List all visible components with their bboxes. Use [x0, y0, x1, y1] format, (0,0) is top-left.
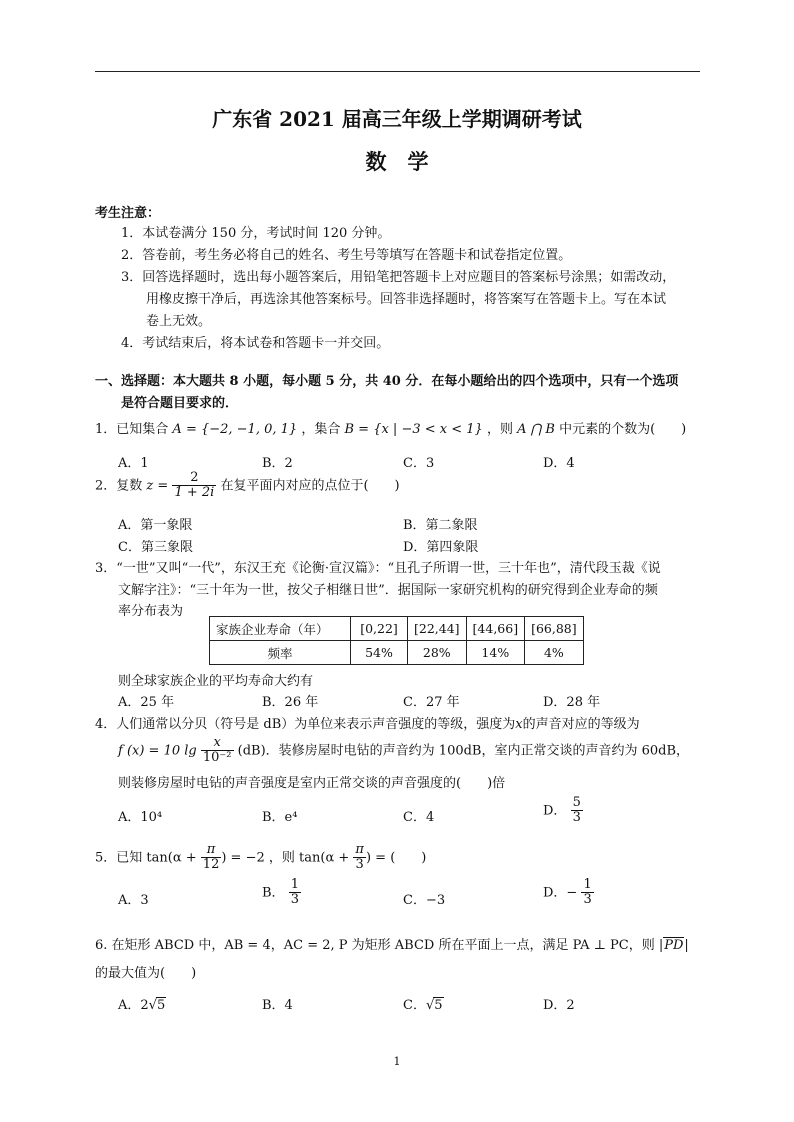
q2-numerator: 2 [172, 471, 216, 486]
question-6-line [95, 934, 689, 953]
notice-item: 3．回答选择题时，选出每小题答案后，用铅笔把答题卡上对应题目的答案标号涂黑；如需改动， [121, 270, 676, 285]
q2-tail: 在复平面内对应的点位于( ) [220, 478, 400, 494]
q4-fx: f (x) = 10 lg [118, 743, 197, 759]
option-a-label: A．2 [118, 998, 149, 1013]
option-d-label: D．− [543, 885, 578, 901]
question-5 [95, 843, 426, 873]
q5-den: 12 [202, 857, 220, 873]
q4-fraction [201, 736, 234, 766]
option-d [543, 878, 594, 908]
table-cell: 14% [466, 641, 525, 665]
q4-numerator: x [201, 736, 234, 751]
option-d: D．4 [543, 456, 575, 471]
q4-denominator: 10⁻² [202, 750, 232, 766]
option-c: C．3 [403, 456, 435, 471]
option-b-numerator: 1 [290, 877, 299, 892]
option-d: D．2 [543, 998, 575, 1013]
option-c: C．27 年 [403, 695, 460, 710]
sqrt-icon: √ [425, 998, 435, 1013]
notice-heading: 考生注意： [95, 206, 161, 221]
q5-pi: π [355, 842, 364, 857]
notice-item: 用橡皮擦干净后，再选涂其他答案标号。回答非选择题时，将答案写在答题卡上。写在本试 [146, 292, 667, 307]
frequency-table [209, 616, 584, 665]
table-cell: 4% [525, 641, 584, 665]
option-b: B．26 年 [262, 695, 319, 710]
option-c: C．4 [403, 810, 435, 825]
q4-unit: (dB)．装修房屋时电钻的声音约为 100dB，室内正常交谈的声音约为 60dB， [237, 743, 690, 759]
q2-lhs: z = [146, 478, 169, 494]
q5-tan1-a: tan(α + [146, 850, 197, 866]
question-3-line: 率分布表为 [118, 604, 184, 619]
q2-prefix: 2．复数 [95, 478, 143, 494]
option-c-radicand: 5 [434, 998, 443, 1013]
q1-mid: ，集合 [301, 422, 341, 437]
option-d-numerator: 1 [583, 877, 592, 892]
section-heading-cont: 是符合题目要求的． [121, 396, 239, 411]
q1-set-b: B = {x | −3 < x < 1} [344, 422, 483, 437]
q5-pi: π [201, 843, 222, 858]
question-3-line: 3．“一世”又叫“一代”，东汉王充《论衡·宣汉篇》：“且孔子所谓一世，三十年也”，清代段玉裁《说 [95, 561, 661, 576]
option-b: B．e⁴ [262, 810, 298, 825]
q5-tan2-b: ) = ( ) [365, 850, 427, 866]
q5-mid: ，则 [268, 850, 295, 866]
q2-denominator: 1 + 2i [174, 485, 215, 501]
option-c [403, 994, 444, 1013]
option-c: C．第三象限 [118, 540, 193, 555]
option-a: A．25 年 [118, 695, 175, 710]
exam-title: 广东省 2021 届高三年级上学期调研考试 [212, 107, 582, 131]
option-d-numerator: 5 [572, 795, 581, 810]
option-c: C．−3 [403, 893, 446, 908]
option-d-denominator: 3 [583, 892, 592, 908]
question-4-formula [118, 736, 689, 766]
q1-intersection: A ⋂ B [517, 422, 555, 437]
table-row [210, 617, 584, 641]
option-a: A．1 [118, 456, 149, 471]
option-b-denominator: 3 [290, 892, 299, 908]
table-cell: [66,88] [525, 617, 584, 641]
option-d [543, 796, 583, 826]
question-1 [95, 418, 686, 437]
option-d-denominator: 3 [572, 810, 581, 826]
option-b: B．第二象限 [403, 518, 478, 533]
notice-item: 2．答卷前，考生务必将自己的姓名、考生号等填写在答题卡和试卷指定位置。 [121, 248, 572, 263]
question-4-line: 则装修房屋时电钻的声音强度是室内正常交谈的声音强度的( )倍 [118, 776, 506, 791]
table-cell: [0,22] [351, 617, 408, 641]
table-cell: 频率 [210, 641, 351, 665]
table-cell: 家族企业寿命（年） [210, 617, 351, 641]
q1-prefix: 1．已知集合 [95, 422, 169, 437]
option-c-label: C． [403, 998, 426, 1013]
table-cell: [22,44] [408, 617, 467, 641]
q2-fraction [172, 471, 216, 501]
option-b: B．4 [262, 998, 293, 1013]
header-rule [95, 71, 700, 72]
q6-text-end: | [684, 938, 689, 953]
option-d-fraction [571, 796, 583, 826]
option-d-label: D． [543, 803, 567, 819]
q1-end: 中元素的个数为( ) [559, 422, 687, 437]
q4-var-x: x [515, 717, 523, 732]
notice-item: 1．本试卷满分 150 分，考试时间 120 分钟。 [121, 226, 391, 241]
table-cell: [44,66] [466, 617, 525, 641]
q1-set-a: A = {−2, −1, 0, 1} [172, 422, 298, 437]
q5-fraction-1 [201, 843, 222, 873]
q5-prefix: 5．已知 [95, 850, 143, 866]
option-b-fraction [289, 878, 301, 908]
q5-fraction-2 [353, 843, 366, 873]
option-a [118, 994, 166, 1013]
option-a: A．10⁴ [118, 810, 163, 825]
q6-text: 6. 在矩形 ABCD 中，AB = 4，AC = 2, P 为矩形 ABCD 所在平面上一点，满足 PA ⊥ PC，则 | [95, 938, 664, 953]
question-4-line [95, 713, 640, 732]
question-6-line: 的最大值为( ) [95, 966, 197, 981]
q4-text-b: 的声音对应的等级为 [522, 717, 640, 732]
table-cell: 28% [408, 641, 467, 665]
option-d: D．第四象限 [403, 540, 479, 555]
option-b [262, 878, 301, 908]
sqrt-icon: √ [148, 998, 157, 1013]
option-d-fraction [581, 878, 593, 908]
q5-tan1-b: ) = −2 [221, 850, 265, 866]
notice-item: 4．考试结束后，将本试卷和答题卡一并交回。 [121, 336, 390, 351]
option-a-radicand: 5 [156, 998, 166, 1013]
section-heading: 一、选择题：本大题共 8 小题，每小题 5 分，共 40 分．在每小题给出的四个选项中，只有一个选项 [95, 374, 679, 389]
q6-vector-pd: PD [664, 938, 684, 953]
q1-tail: ，则 [486, 422, 513, 437]
option-a: A．3 [118, 893, 149, 908]
q5-den: 3 [355, 857, 364, 873]
option-b-label: B． [262, 885, 285, 901]
option-d: D．28 年 [543, 695, 601, 710]
q4-text: 4．人们通常以分贝（符号是 dB）为单位来表示声音强度的等级，强度为 [95, 717, 516, 732]
question-2 [95, 471, 400, 501]
question-3-line: 文解字注》：“三十年为一世，按父子相继日世”．据国际一家研究机构的研究得到企业寿命的频 [118, 583, 658, 598]
question-3-line: 则全球家族企业的平均寿命大约有 [118, 674, 314, 689]
option-b: B．2 [262, 456, 293, 471]
q5-tan2-a: tan(α + [299, 850, 350, 866]
subject-title: 数 学 [365, 149, 429, 174]
option-a: A．第一象限 [118, 518, 193, 533]
page-number: 1 [393, 1055, 401, 1068]
notice-item: 卷上无效。 [146, 314, 212, 329]
table-row [210, 641, 584, 665]
table-cell: 54% [351, 641, 408, 665]
